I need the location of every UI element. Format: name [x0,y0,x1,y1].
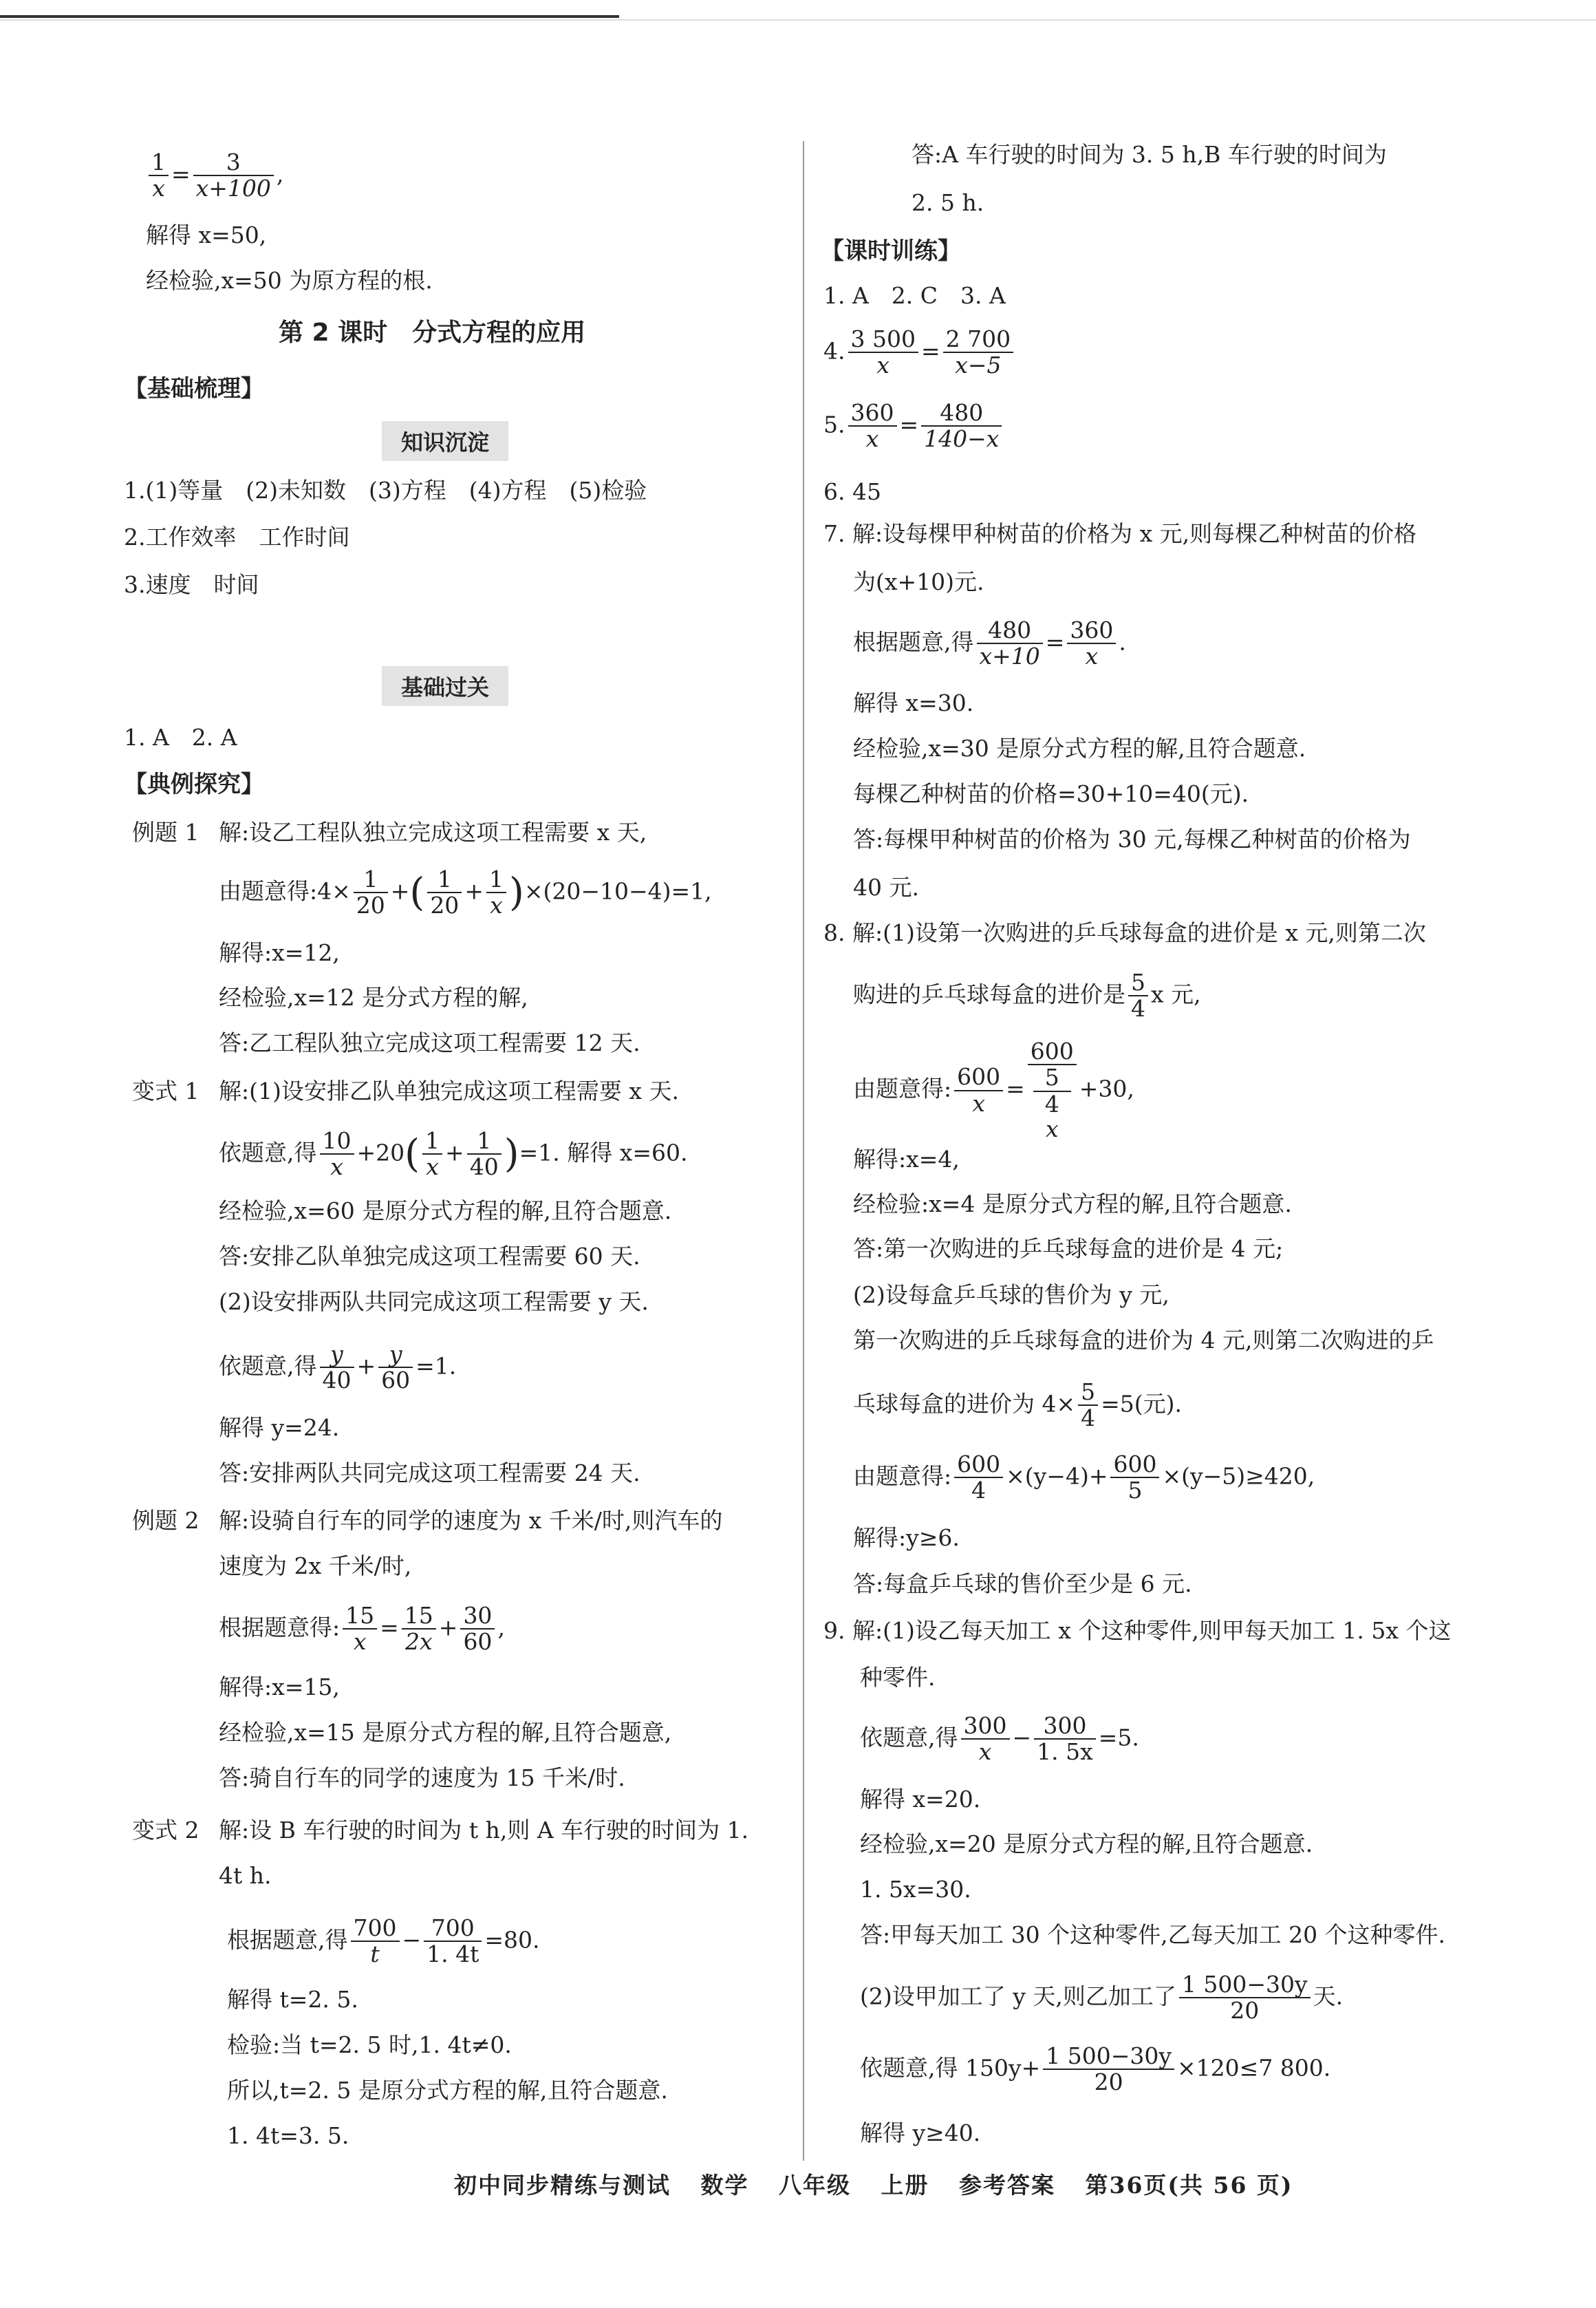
text-line: 速度为 2x 千米/时, [219,1552,412,1579]
text-line: 解:设乙工程队独立完成这项工程需要 x 天, [219,819,647,846]
equation-line: 4. $\frac{3 500}{x}$ = $\frac{2 700}{x-5}$ [823,327,1016,378]
text-line: 7. 解:设每棵甲种树苗的价格为 x 元,则每棵乙种树苗的价格 [823,520,1417,547]
text-line: 3.速度 时间 [124,571,259,598]
text-line: 经检验,x=50 为原方程的根. [146,267,433,294]
text-line: 6. 45 [823,478,881,505]
text-line: 解得 x=50, [146,222,267,248]
text-line: 解得:x=15, [219,1674,340,1700]
example-label: 例题 1 [132,819,200,846]
text-line: 答:乙工程队独立完成这项工程需要 12 天. [219,1029,640,1056]
text-line: 解:设骑自行车的同学的速度为 x 千米/时,则汽车的 [219,1507,723,1534]
fraction: $\frac{1}{x}$ [149,150,169,202]
text-line: 40 元. [853,874,919,901]
top-rule [0,15,619,18]
text-line: 种零件. [860,1664,936,1691]
text-line: 答:A 车行驶的时间为 3. 5 h,B 车行驶的时间为 [912,141,1387,168]
text-line: 为(x+10)元. [853,568,984,595]
text-line: 1. 5x=30. [860,1876,971,1903]
footer-grade: 八年级 [779,2172,851,2199]
text-line: 经检验,x=15 是原分式方程的解,且符合题意, [219,1719,672,1746]
equation-line: 根据题意,得 $\frac{480}{x+10}$ = $\frac{360}{x}$ . [853,617,1126,670]
text-line: 解得:y≥6. [853,1524,960,1551]
text-line: 解:设 B 车行驶的时间为 t h,则 A 车行驶的时间为 1. [219,1817,749,1844]
text-line: 解得:x=12, [219,939,340,966]
fraction: $\frac{3}{x+100}$ [193,150,274,202]
text-line: 4t h. [219,1862,272,1889]
equation-line: 由题意得: $\frac{600}{x}$ = 600 5 4 x +30, [853,1038,1134,1142]
text-line: 每棵乙种树苗的价格=30+10=40(元). [853,780,1249,807]
text-line: 答:安排两队共同完成这项工程需要 24 天. [219,1460,640,1486]
equation-line: 由题意得:4× $\frac{1}{20}$ +( $\frac{1}{20}$ + $\frac{1}{x}$ )×(20−10−4)=1, [219,866,712,919]
top-rule-light [0,19,1596,21]
label-box-jichuguoguan: 基础过关 [382,666,508,706]
equation-line: 乓球每盒的进价为 4× $\frac{5}{4}$ =5(元). [853,1378,1183,1432]
footer-page-number: 第36页(共 56 页) [1085,2172,1293,2199]
equation-line: $\frac{1}{x}$ = $\frac{3}{x+100}$ , [146,150,283,202]
equation-line: 根据题意得: $\frac{15}{x}$ = $\frac{15}{2x}$ + $\frac{30}{60}$ , [219,1602,505,1656]
text-line: 答:甲每天加工 30 个这种零件,乙每天加工 20 个这种零件. [860,1921,1446,1948]
variant-label: 变式 1 [132,1078,200,1104]
text-line: 2.工作效率 工作时间 [124,524,350,551]
text-line: 经检验,x=60 是原分式方程的解,且符合题意. [219,1197,672,1224]
text-line: 解得 y=24. [219,1414,340,1441]
text-line: 经检验,x=20 是原分式方程的解,且符合题意. [860,1830,1313,1857]
text-line: 解得 y≥40. [860,2119,981,2146]
section-title: 第 2 课时 分式方程的应用 [279,319,586,347]
text-line: 答:每盒乒乓球的售价至少是 6 元. [853,1570,1192,1597]
equation-line: 根据题意,得 $\frac{700}{t}$ − $\frac{700}{1. 4t}$ =80. [227,1914,540,1968]
variant-label: 变式 2 [132,1817,200,1844]
footer-book-title: 初中同步精练与测试 [454,2172,671,2199]
text-line: 答:第一次购进的乒乓球每盒的进价是 4 元; [853,1235,1284,1262]
equation-line: (2)设甲加工了 y 天,则乙加工了 $\frac{1 500-30y}{20}$ 天. [860,1971,1344,2024]
footer-volume: 上册 [881,2172,929,2199]
label-box-zhishichendian: 知识沉淀 [382,421,508,461]
text-line: 1. 4t=3. 5. [227,2122,349,2149]
text-line: 经检验,x=12 是分式方程的解, [219,984,528,1011]
text-line: 8. 解:(1)设第一次购进的乒乓球每盒的进价是 x 元,则第二次 [823,919,1426,946]
text-line: 答:安排乙队单独完成这项工程需要 60 天. [219,1243,640,1270]
text-line: 解得 t=2. 5. [227,1986,358,2013]
footer-answers: 参考答案 [959,2172,1055,2199]
text-line: 9. 解:(1)设乙每天加工 x 个这种零件,则甲每天加工 1. 5x 个这 [823,1617,1452,1644]
equation-line: 由题意得: $\frac{600}{4}$ ×(y−4)+ $\frac{600}{5}$ ×(y−5)≥420, [853,1451,1315,1504]
text-line: (2)设安排两队共同完成这项工程需要 y 天. [219,1288,649,1315]
text-line: 检验:当 t=2. 5 时,1. 4t≠0. [227,2031,512,2058]
example-label: 例题 2 [132,1507,200,1534]
heading-jichushuli: 【基础梳理】 [124,375,264,403]
text-line: 解得 x=20. [860,1786,981,1813]
text-line: 1. A 2. C 3. A [823,282,1006,309]
equation-line: 5. $\frac{360}{x}$ = $\frac{480}{140-x}$ [823,400,1004,452]
text-line: 1.(1)等量 (2)未知数 (3)方程 (4)方程 (5)检验 [124,477,647,504]
text-line: 经检验,x=30 是原分式方程的解,且符合题意. [853,735,1306,762]
heading-keshixunlian: 【课时训练】 [821,237,961,265]
text-line: 解:(1)设安排乙队单独完成这项工程需要 x 天. [219,1078,679,1104]
text-line: 经检验:x=4 是原分式方程的解,且符合题意. [853,1190,1292,1217]
text-line: 所以,t=2. 5 是原分式方程的解,且符合题意. [227,2077,668,2104]
equation-line: 依题意,得 $\frac{y}{40}$ + $\frac{y}{60}$ =1. [219,1340,457,1394]
equation-line: 依题意,得 $\frac{300}{x}$ − $\frac{300}{1. 5x}$ =5. [860,1712,1139,1766]
equation-line: 依题意,得 $\frac{10}{x}$ +20( $\frac{1}{x}$ + $\frac{1}{40}$ )=1. 解得 x=60. [219,1127,688,1181]
text-line: 答:骑自行车的同学的速度为 15 千米/时. [219,1764,625,1791]
footer-subject: 数学 [700,2172,749,2199]
text-line: 第一次购进的乒乓球每盒的进价为 4 元,则第二次购进的乒 [853,1327,1434,1354]
equation-line: 依题意,得 150y+ $\frac{1 500-30y}{20}$ ×120≤7 800. [860,2042,1331,2096]
text-line: 1. A 2. A [124,724,237,751]
text-line: 解得 x=30. [853,690,974,716]
text-line: 2. 5 h. [912,189,984,216]
column-divider [803,141,804,2161]
heading-dianlitanjiu: 【典例探究】 [124,771,264,798]
text-line: (2)设每盒乒乓球的售价为 y 元, [853,1281,1169,1308]
page-footer [454,2168,1314,2200]
text-line: 解得:x=4, [853,1146,960,1173]
equation-line: 购进的乒乓球每盒的进价是 $\frac{5}{4}$ x 元, [853,969,1201,1023]
text-line: 答:每棵甲种树苗的价格为 30 元,每棵乙种树苗的价格为 [853,826,1411,853]
